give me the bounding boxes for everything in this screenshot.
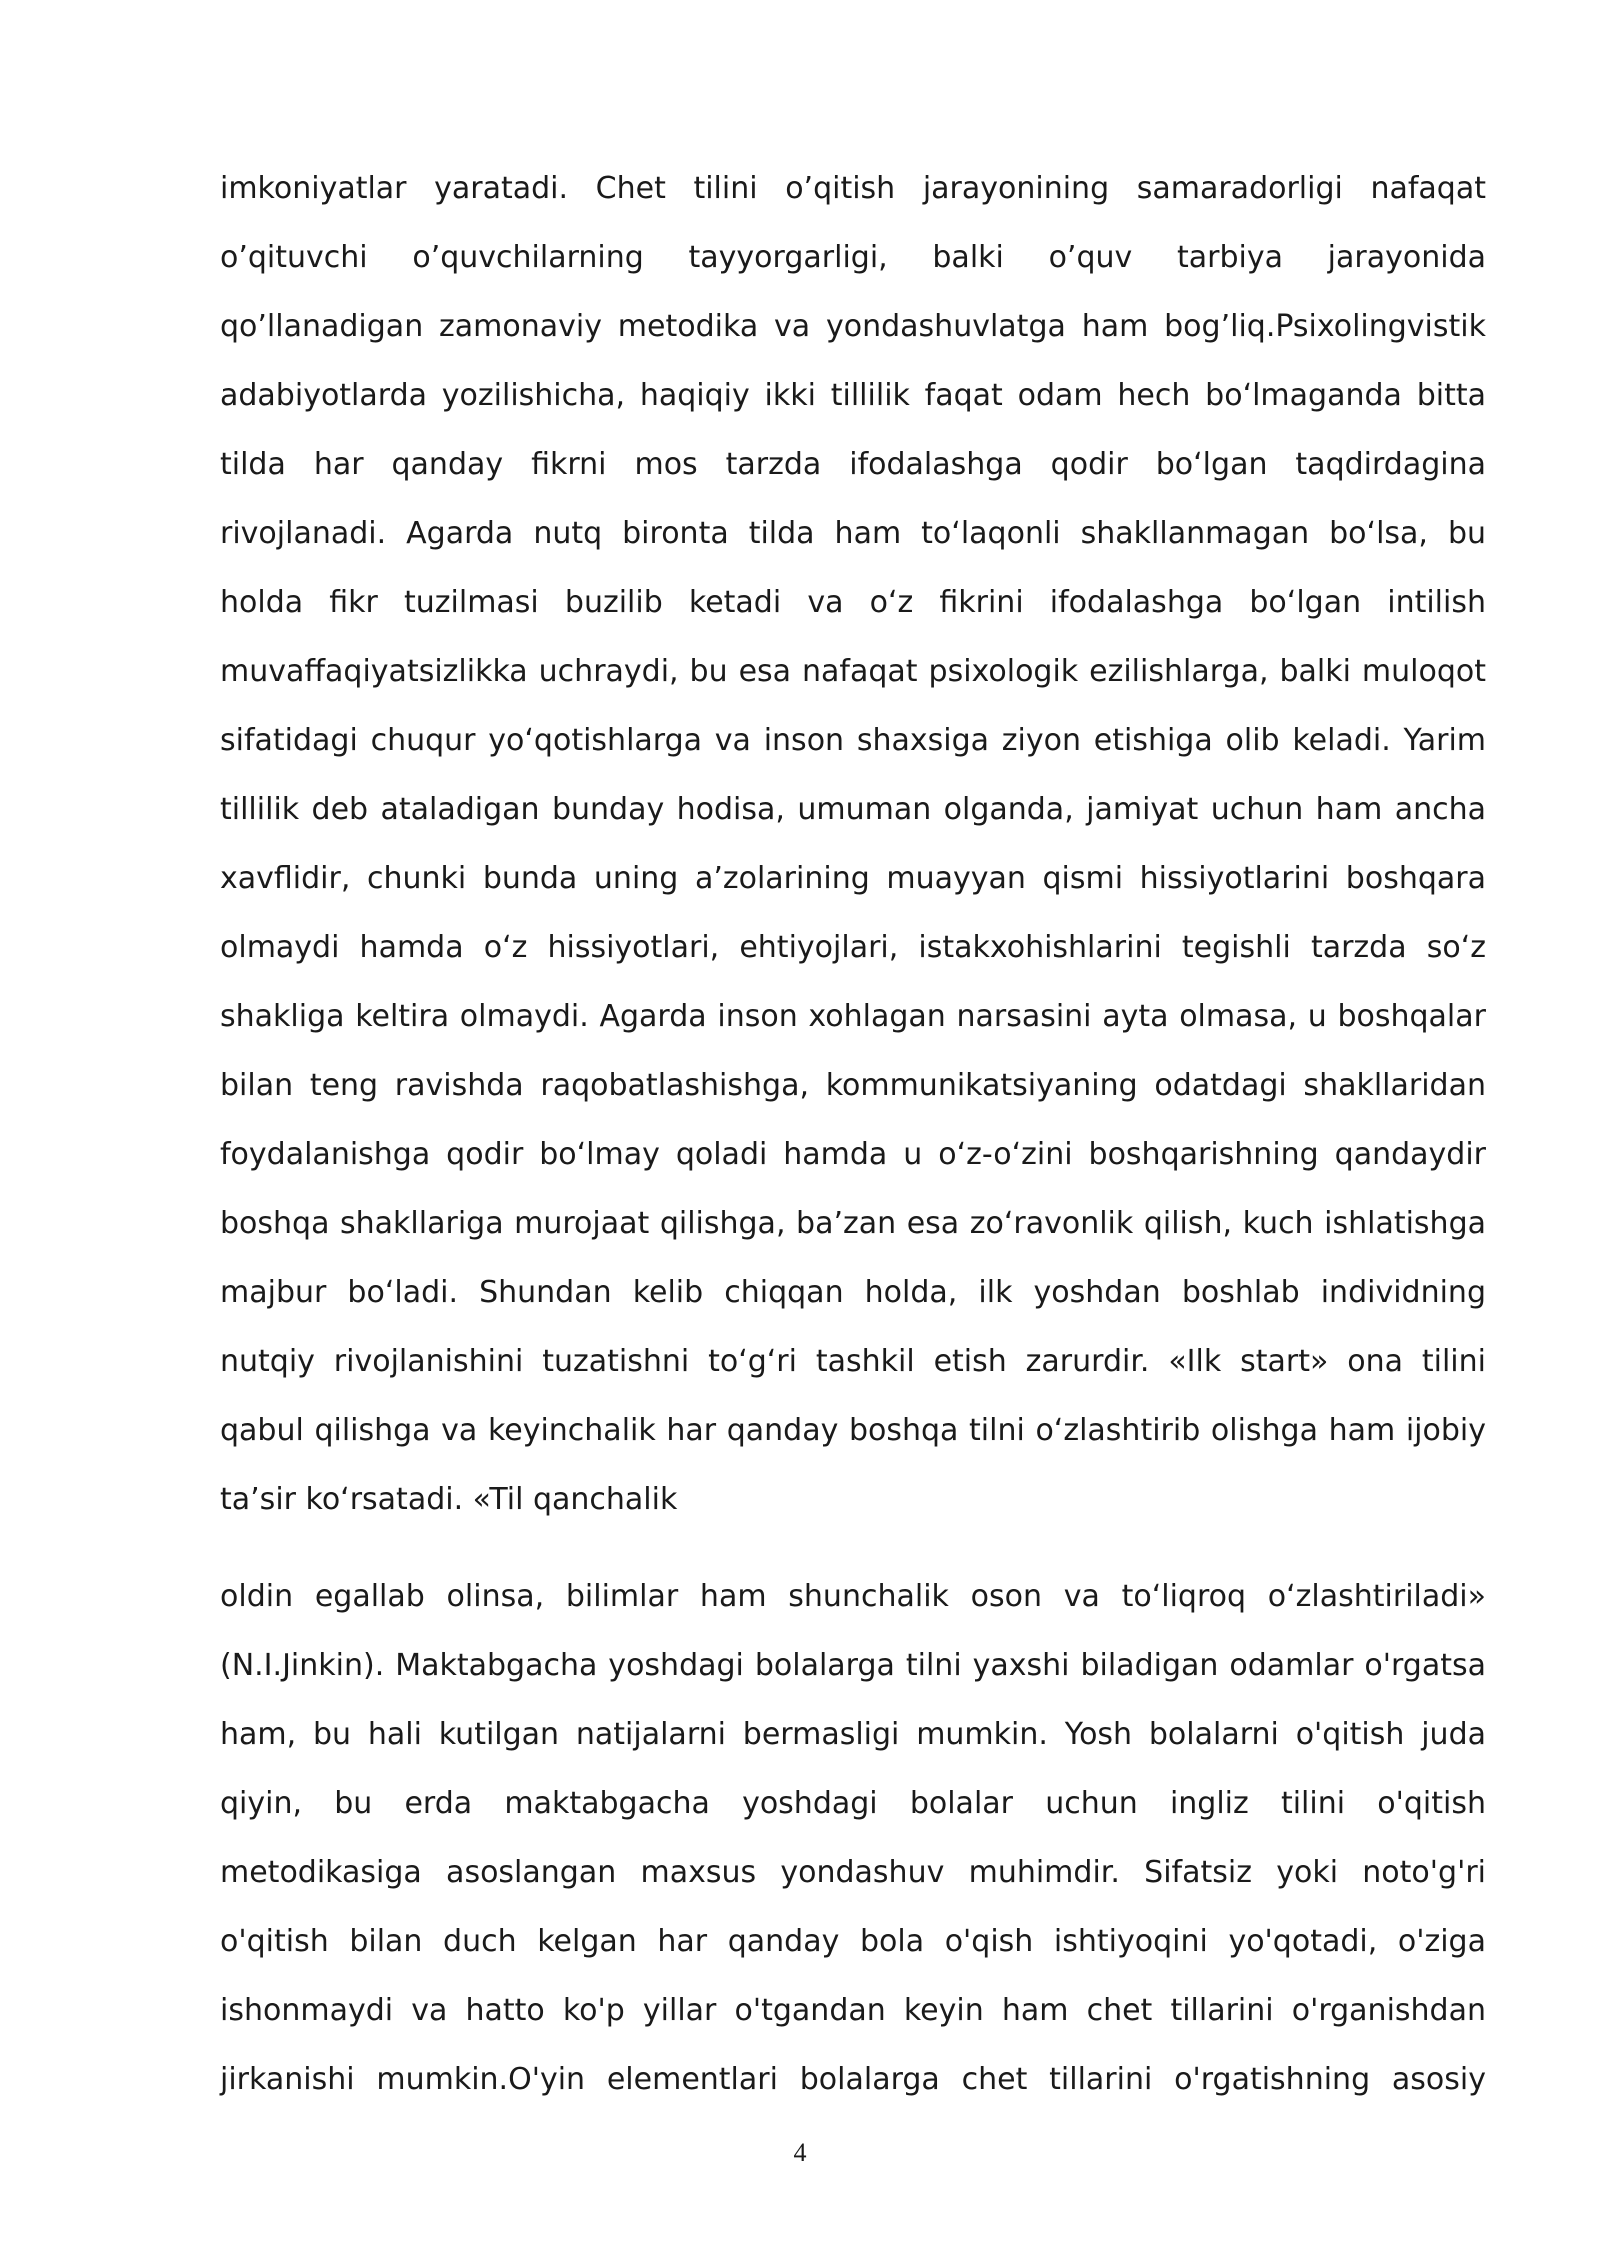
text-line: metodikasiga asoslangan maxsus yondashuv muhimdir. Sifatsiz yoki noto'g'ri <box>220 1855 1486 1890</box>
text-line: sifatidagi chuqur yoʻqotishlarga va inson shaxsiga ziyon etishiga olib keladi. Yarim <box>220 723 1486 758</box>
text-line: o’qituvchi o’quvchilarning tayyorgarligi, balki o’quv tarbiya jarayonida <box>220 240 1486 275</box>
text-line: nutqiy rivojlanishini tuzatishni toʻgʻri tashkil etish zarurdir. «Ilk start» ona tilini <box>220 1344 1486 1379</box>
text-line: tillilik deb ataladigan bunday hodisa, umuman olganda, jamiyat uchun ham ancha <box>220 792 1486 827</box>
text-line: qabul qilishga va keyinchalik har qanday boshqa tilni oʻzlashtirib olishga ham ijobiy <box>220 1413 1486 1448</box>
text-line: o'qitish bilan duch kelgan har qanday bola o'qish ishtiyoqini yo'qotadi, o'ziga <box>220 1924 1486 1959</box>
text-line: holda fikr tuzilmasi buzilib ketadi va oʻz fikrini ifodalashga boʻlgan intilish <box>220 585 1486 620</box>
text-line: olmaydi hamda oʻz hissiyotlari, ehtiyojlari, istakxohishlarini tegishli tarzda soʻz <box>220 930 1486 965</box>
text-line: rivojlanadi. Agarda nutq bironta tilda ham toʻlaqonli shakllanmagan boʻlsa, bu <box>220 516 1486 551</box>
text-line: xavflidir, chunki bunda uning a’zolarining muayyan qismi hissiyotlarini boshqara <box>220 861 1486 896</box>
text-line: jirkanishi mumkin.O'yin elementlari bolalarga chet tillarini o'rgatishning asosiy <box>220 2062 1486 2097</box>
text-line: shakliga keltira olmaydi. Agarda inson xohlagan narsasini ayta olmasa, u boshqalar <box>220 999 1486 1034</box>
text-line: ishonmaydi va hatto ko'p yillar o'tgandan keyin ham chet tillarini o'rganishdan <box>220 1993 1486 2028</box>
text-line: bilan teng ravishda raqobatlashishga, kommunikatsiyaning odatdagi shakllaridan <box>220 1068 1486 1103</box>
text-line: (N.I.Jinkin). Maktabgacha yoshdagi bolalarga tilni yaxshi biladigan odamlar o'rgatsa <box>220 1648 1486 1683</box>
paragraph-2 <box>220 1562 1486 2114</box>
text-line: qo’llanadigan zamonaviy metodika va yondashuvlatga ham bog’liq.Psixolingvistik <box>220 309 1486 344</box>
text-line: adabiyotlarda yozilishicha, haqiqiy ikki tillilik faqat odam hech boʻlmaganda bitta <box>220 378 1486 413</box>
text-line: oldin egallab olinsa, bilimlar ham shunchalik oson va toʻliqroq oʻzlashtiriladi» <box>220 1579 1486 1614</box>
text-line: tilda har qanday fikrni mos tarzda ifodalashga qodir boʻlgan taqdirdagina <box>220 447 1486 482</box>
text-line: ta’sir koʻrsatadi. «Til qanchalik <box>220 1482 678 1517</box>
text-line: imkoniyatlar yaratadi. Chet tilini o’qitish jarayonining samaradorligi nafaqat <box>220 171 1486 206</box>
paragraph-1 <box>220 154 1486 1534</box>
text-line: majbur boʻladi. Shundan kelib chiqqan holda, ilk yoshdan boshlab individning <box>220 1275 1486 1310</box>
text-line: foydalanishga qodir boʻlmay qoladi hamda u oʻz-oʻzini boshqarishning qandaydir <box>220 1137 1486 1172</box>
text-line: qiyin, bu erda maktabgacha yoshdagi bolalar uchun ingliz tilini o'qitish <box>220 1786 1486 1821</box>
text-line: ham, bu hali kutilgan natijalarni bermasligi mumkin. Yosh bolalarni o'qitish juda <box>220 1717 1486 1752</box>
text-line: boshqa shakllariga murojaat qilishga, ba’zan esa zoʻravonlik qilish, kuch ishlatishga <box>220 1206 1486 1241</box>
text-line: muvaffaqiyatsizlikka uchraydi, bu esa nafaqat psixologik ezilishlarga, balki muloqot <box>220 654 1486 689</box>
page-number: 4 <box>793 2138 807 2167</box>
